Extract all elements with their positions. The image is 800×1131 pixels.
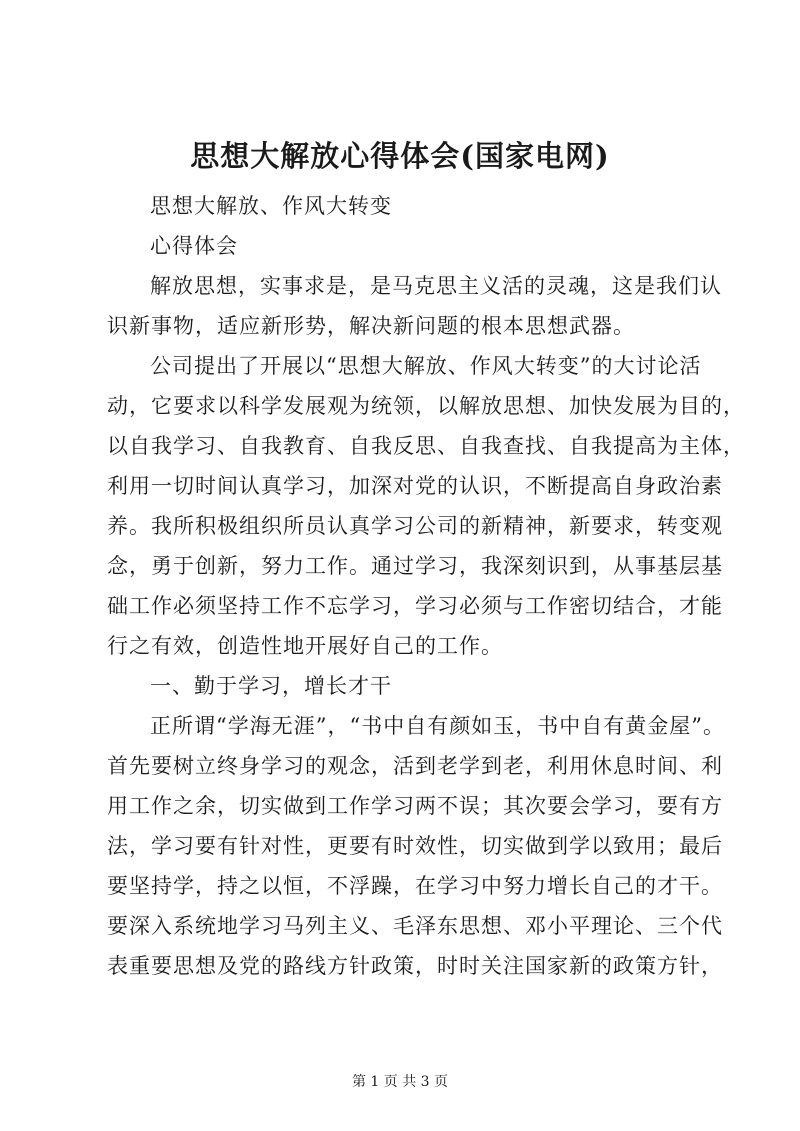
page-footer: 第 1 页 共 3 页 [351, 1074, 449, 1090]
document-title: 思想大解放心得体会(国家电网) [190, 139, 610, 173]
paragraph-line: 要坚持学，持之以恒，不浮躁，在学习中努力增长自己的才干。 [107, 874, 723, 898]
paragraph-line: 动，它要求以科学发展观为统领，以解放思想、加快发展为目的， [107, 394, 745, 418]
paragraph-line: 以自我学习、自我教育、自我反思、自我查找、自我提高为主体， [107, 434, 745, 458]
paragraph-line: 行之有效，创造性地开展好自己的工作。 [107, 634, 503, 658]
subtitle-line: 心得体会 [150, 234, 238, 258]
section-heading: 一、勤于学习，增长才干 [150, 674, 392, 698]
paragraph-line: 念，勇于创新，努力工作。通过学习，我深刻识到，从事基层基 [107, 554, 723, 578]
paragraph-line: 识新事物，适应新形势，解决新问题的根本思想武器。 [107, 314, 635, 338]
paragraph-line: 公司提出了开展以“思想大解放、作风大转变”的大讨论活 [150, 354, 702, 378]
paragraph-line: 解放思想，实事求是，是马克思主义活的灵魂，这是我们认 [150, 274, 722, 298]
paragraph-line: 正所谓“学海无涯”，“书中自有颜如玉，书中自有黄金屋”。 [150, 714, 725, 738]
subtitle-line: 思想大解放、作风大转变 [150, 194, 392, 218]
paragraph-line: 养。我所积极组织所员认真学习公司的新精神，新要求，转变观 [107, 514, 723, 538]
paragraph-line: 利用一切时间认真学习，加深对党的认识，不断提高自身政治素 [107, 474, 723, 498]
paragraph-line: 表重要思想及党的路线方针政策，时时关注国家新的政策方针， [107, 954, 723, 978]
paragraph-line: 法，学习要有针对性，更要有时效性，切实做到学以致用；最后 [107, 834, 723, 858]
paragraph-line: 首先要树立终身学习的观念，活到老学到老，利用休息时间、利 [107, 754, 723, 778]
paragraph-line: 要深入系统地学习马列主义、毛泽东思想、邓小平理论、三个代 [107, 914, 723, 938]
paragraph-line: 用工作之余，切实做到工作学习两不误；其次要会学习，要有方 [107, 794, 723, 818]
paragraph-line: 础工作必须坚持工作不忘学习，学习必须与工作密切结合，才能 [107, 594, 723, 618]
